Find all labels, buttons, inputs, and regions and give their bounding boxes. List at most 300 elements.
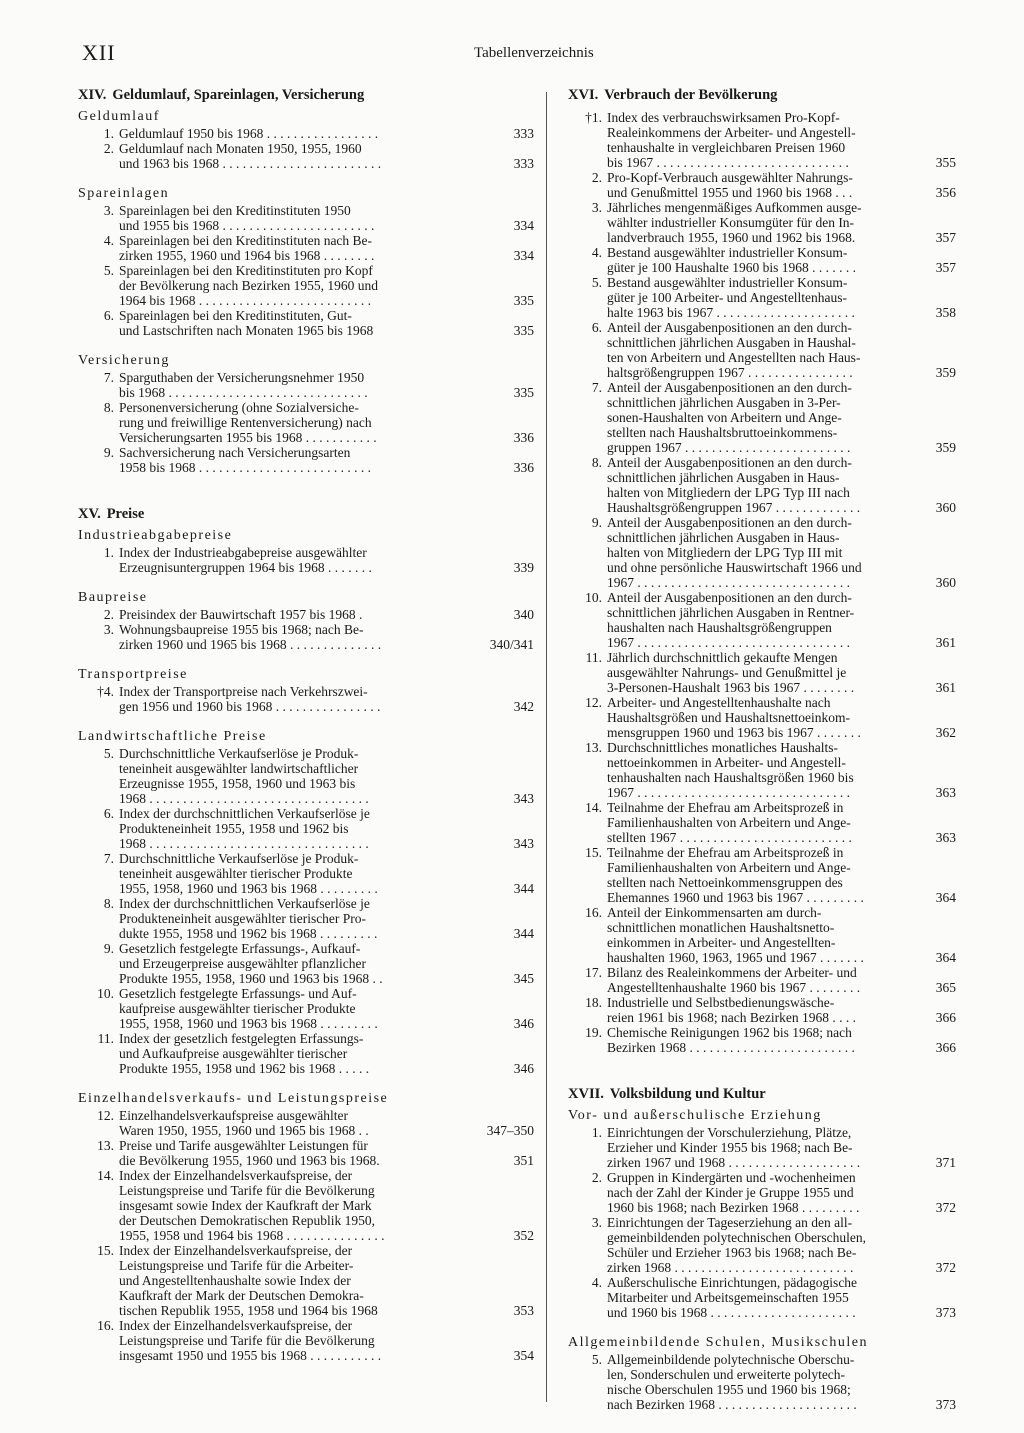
toc-entry: [568, 1025, 956, 1055]
entry-line: schnittlichen jährlichen Ausgaben in Haushal-: [607, 335, 856, 350]
entry-line: Preise und Tarife ausgewählter Leistungen für: [119, 1138, 368, 1153]
entry-line: 1967 . . . . . . . . . . . . . . . . . . . . . . . . . . . . . . . .: [607, 785, 850, 800]
page-ref: 346: [513, 1061, 534, 1076]
entry-title: [607, 380, 912, 455]
entry-title: [119, 545, 474, 575]
entry-line: Ehemannes 1960 und 1963 bis 1967 . . . . . . . . .: [607, 890, 864, 905]
entry-line: stellten 1967 . . . . . . . . . . . . . . . . . . . . . . . . . .: [607, 830, 852, 845]
page-ref: 353: [513, 1303, 534, 1318]
entry-line: stellten nach Haushaltsbruttoeinkommens-: [607, 425, 838, 440]
entry-line: und Genußmittel 1955 und 1960 bis 1968 . . .: [607, 185, 853, 200]
entry-line: Anteil der Ausgabenpositionen an den durch-: [607, 380, 852, 395]
page-ref: 356: [935, 185, 956, 200]
entry-line: 1955, 1958, 1960 und 1963 bis 1968 . . . . . . . . .: [119, 1016, 378, 1031]
entry-line: Jährlich durchschnittlich gekaufte Mengen: [607, 650, 838, 665]
page-ref: 358: [935, 305, 956, 320]
entry-line: zirken 1955, 1960 und 1964 bis 1968 . . . . . . . .: [119, 248, 375, 263]
toc-entry: [568, 170, 956, 200]
entry-line: tenhaushalten nach Haushaltsgrößen 1960 bis: [607, 770, 854, 785]
entry-line: Einrichtungen der Tageserziehung an den all-: [607, 1215, 853, 1230]
subsection-title: Versicherung: [78, 353, 170, 368]
entry-line: haushalten nach Haushaltsgrößengruppen: [607, 620, 832, 635]
entry-line: 1967 . . . . . . . . . . . . . . . . . . . . . . . . . . . . . . . .: [607, 575, 850, 590]
toc-entry: [568, 995, 956, 1025]
section-number: XVI.: [568, 87, 599, 103]
entry-line: Einrichtungen der Vorschulerziehung, Plätze,: [607, 1125, 852, 1140]
toc-entry: [78, 203, 534, 233]
entry-title: [607, 740, 912, 800]
entry-line: Erzeugnisuntergruppen 1964 bis 1968 . . . . . . .: [119, 560, 372, 575]
section-title-text: Geldumlauf, Spareinlagen, Versicherung: [112, 87, 365, 103]
entry-title: [119, 1138, 474, 1168]
entry-line: Haushaltsgrößengruppen 1967 . . . . . . . . . . . . .: [607, 500, 861, 515]
toc-entry: [568, 275, 956, 320]
subsection-title: Landwirtschaftliche Preise: [78, 729, 267, 744]
entry-number: 3.: [103, 203, 114, 218]
toc-entry: [78, 141, 534, 171]
entry-line: Schüler und Erzieher 1963 bis 1968; nach Be-: [607, 1245, 857, 1260]
entry-title: [607, 995, 912, 1025]
toc-entry: [568, 110, 956, 170]
page-ref: 336: [513, 430, 534, 445]
subsection-title: Industrieabgabepreise: [78, 528, 233, 543]
toc-entry: [78, 622, 534, 652]
entry-title: [607, 110, 912, 170]
page-ref: 373: [935, 1305, 956, 1320]
entry-line: Anteil der Ausgabenpositionen an den durch-: [607, 590, 852, 605]
section-title-text: Preise: [106, 506, 145, 522]
entry-number: 4.: [591, 1275, 602, 1290]
entry-line: teneinheit ausgewählter landwirtschaftlicher: [119, 761, 359, 776]
entry-line: Produkte 1955, 1958, 1960 und 1963 bis 1968 . .: [119, 971, 383, 986]
page-ref: 359: [935, 365, 956, 380]
page-ref: 352: [513, 1228, 534, 1243]
page-ref: 343: [513, 791, 534, 806]
subsection-title: Vor- und außerschulische Erziehung: [568, 1108, 822, 1123]
entry-number: 15.: [585, 845, 602, 860]
entry-line: Sparguthaben der Versicherungsnehmer 1950: [119, 370, 365, 385]
entry-title: [119, 126, 474, 141]
entry-line: Versicherungsarten 1955 bis 1968 . . . . . . . . . . .: [119, 430, 377, 445]
entry-number: 5.: [103, 746, 114, 761]
toc-entry: [78, 263, 534, 308]
page-ref: 371: [935, 1155, 956, 1170]
section-title: [568, 86, 956, 104]
entry-line: Leistungspreise und Tarife für die Arbeiter-: [119, 1258, 354, 1273]
page-ref: 339: [513, 560, 534, 575]
entry-line: Familienhaushalten von Arbeitern und Ange-: [607, 860, 851, 875]
entry-title: [119, 746, 474, 806]
running-title: Tabellenverzeichnis: [474, 45, 594, 61]
entry-title: [607, 1125, 912, 1170]
entry-line: nische Oberschulen 1955 und 1960 bis 1968;: [607, 1382, 851, 1397]
entry-number: 9.: [103, 941, 114, 956]
entry-line: Realeinkommens der Arbeiter- und Angestell-: [607, 125, 856, 140]
page-ref: 333: [513, 126, 534, 141]
column-divider: [546, 92, 547, 1402]
entry-line: Allgemeinbildende polytechnische Oberschu-: [607, 1352, 855, 1367]
entry-line: len, Sonderschulen und erweiterte polytech-: [607, 1367, 846, 1382]
page-ref: 360: [935, 500, 956, 515]
entry-line: reien 1961 bis 1968; nach Bezirken 1968 . . . .: [607, 1010, 856, 1025]
entry-number: 6.: [103, 308, 114, 323]
entry-title: [607, 1025, 912, 1055]
toc-entry: [568, 1275, 956, 1320]
section-spacer: [78, 475, 534, 505]
page-ref: 361: [935, 635, 956, 650]
entry-line: Personenversicherung (ohne Sozialversiche-: [119, 400, 359, 415]
entry-line: Chemische Reinigungen 1962 bis 1968; nach: [607, 1025, 852, 1040]
entry-line: mensgruppen 1960 und 1963 bis 1967 . . . . . . .: [607, 725, 861, 740]
entry-line: Produkteneinheit ausgewählter tierischer Pro-: [119, 911, 367, 926]
entry-title: [119, 1318, 474, 1363]
entry-line: tenhaushalte in vergleichbaren Preisen 1960: [607, 140, 846, 155]
toc-entry: [78, 370, 534, 400]
page-ref: 336: [513, 460, 534, 475]
entry-title: [607, 455, 912, 515]
toc-entry: [568, 845, 956, 905]
entry-line: bis 1968 . . . . . . . . . . . . . . . . . . . . . . . . . . . . . .: [119, 385, 368, 400]
entry-number: 3.: [591, 200, 602, 215]
entry-title: [607, 170, 912, 200]
page-ref: 335: [513, 323, 534, 338]
entry-line: Spareinlagen bei den Kreditinstituten pro Kopf: [119, 263, 373, 278]
entry-line: Preisindex der Bauwirtschaft 1957 bis 1968 .: [119, 607, 363, 622]
entry-line: Bestand ausgewählter industrieller Konsum-: [607, 245, 848, 260]
entry-line: gen 1956 und 1960 bis 1968 . . . . . . . . . . . . . . . .: [119, 699, 381, 714]
entry-line: kaufpreise ausgewählter tierischer Produkte: [119, 1001, 356, 1016]
toc-entry: [568, 800, 956, 845]
entry-line: Index der Transportpreise nach Verkehrszwei-: [119, 684, 368, 699]
entry-title: [119, 370, 474, 400]
entry-line: zirken 1967 und 1968 . . . . . . . . . . . . . . . . . . . .: [607, 1155, 861, 1170]
toc-entry: [78, 126, 534, 141]
entry-line: halten von Mitgliedern der LPG Typ III nach: [607, 485, 850, 500]
section-number: XV.: [78, 506, 101, 522]
page-ref: 354: [513, 1348, 534, 1363]
entry-line: Sachversicherung nach Versicherungsarten: [119, 445, 351, 460]
entry-line: Bestand ausgewählter industrieller Konsum-: [607, 275, 848, 290]
entry-line: Spareinlagen bei den Kreditinstituten, Gut-: [119, 308, 352, 323]
entry-line: haltsgrößengruppen 1967 . . . . . . . . . . . . . . . .: [607, 365, 853, 380]
section-title: [78, 505, 534, 523]
toc-entry: [78, 607, 534, 622]
entry-number: 18.: [585, 995, 602, 1010]
toc-entry: [78, 746, 534, 806]
toc-entry: [78, 233, 534, 263]
entry-line: wählter industrieller Konsumgüter für den In-: [607, 215, 855, 230]
entry-title: [607, 650, 912, 695]
entry-line: zirken 1960 und 1965 bis 1968 . . . . . . . . . . . . . .: [119, 637, 382, 652]
entry-line: stellten nach Nettoeinkommensgruppen des: [607, 875, 843, 890]
entry-line: Leistungspreise und Tarife für die Bevölkerung: [119, 1333, 375, 1348]
entry-number: 6.: [103, 806, 114, 821]
toc-entry: [78, 1108, 534, 1138]
entry-line: und Lastschriften nach Monaten 1965 bis 1968: [119, 323, 374, 338]
page-ref: 364: [935, 950, 956, 965]
entry-title: [119, 308, 474, 338]
entry-line: insgesamt sowie Index der Kaufkraft der Mark: [119, 1198, 372, 1213]
section-title-text: Verbrauch der Bevölkerung: [604, 87, 778, 103]
entry-line: Waren 1950, 1955, 1960 und 1965 bis 1968 . .: [119, 1123, 369, 1138]
page-ref: 372: [935, 1200, 956, 1215]
entry-line: einkommen in Arbeiter- und Angestellten-: [607, 935, 836, 950]
subsection-title: Einzelhandelsverkaufs- und Leistungspreise: [78, 1091, 389, 1106]
entry-line: landverbrauch 1955, 1960 und 1962 bis 1968.: [607, 230, 856, 245]
entry-line: haushalten 1960, 1963, 1965 und 1967 . . . . . . .: [607, 950, 864, 965]
entry-line: der Deutschen Demokratischen Republik 1950,: [119, 1213, 376, 1228]
toc-entry: [78, 1138, 534, 1168]
entry-title: [607, 845, 912, 905]
entry-title: [607, 590, 912, 650]
entry-line: Angestelltenhaushalte 1960 bis 1967 . . . . . . . .: [607, 980, 861, 995]
page-ref: 364: [935, 890, 956, 905]
entry-number: 5.: [591, 1352, 602, 1367]
entry-line: Index der Einzelhandelsverkaufspreise, der: [119, 1318, 353, 1333]
entry-number: †4.: [97, 684, 114, 699]
toc-entry: [78, 545, 534, 575]
entry-number: 10.: [97, 986, 114, 1001]
entry-line: Industrielle und Selbstbedienungswäsche-: [607, 995, 835, 1010]
entry-number: 7.: [591, 380, 602, 395]
page-ref: 342: [513, 699, 534, 714]
entry-line: 1955, 1958, 1960 und 1963 bis 1968 . . . . . . . . .: [119, 881, 378, 896]
toc-entry: [78, 684, 534, 714]
toc-entry: [78, 1168, 534, 1243]
toc-entry: [568, 320, 956, 380]
entry-line: Index der durchschnittlichen Verkaufserlöse je: [119, 806, 370, 821]
page-ref: 365: [935, 980, 956, 995]
entry-number: 2.: [591, 1170, 602, 1185]
entry-line: Index der gesetzlich festgelegten Erfassungs-: [119, 1031, 364, 1046]
entry-number: 10.: [585, 590, 602, 605]
toc-entry: [78, 1318, 534, 1363]
entry-title: [607, 245, 912, 275]
entry-number: 2.: [591, 170, 602, 185]
entry-line: Index der Einzelhandelsverkaufspreise, der: [119, 1243, 353, 1258]
entry-line: ausgewählter Nahrungs- und Genußmittel je: [607, 665, 847, 680]
toc-entry: [568, 455, 956, 515]
entry-title: [119, 806, 474, 851]
toc-entry: [78, 1243, 534, 1318]
entry-number: 4.: [591, 245, 602, 260]
page-ref: 340: [513, 607, 534, 622]
toc-entry: [78, 986, 534, 1031]
entry-line: tischen Republik 1955, 1958 und 1964 bis 1968: [119, 1303, 378, 1318]
page-ref: 334: [513, 218, 534, 233]
toc-entry: [568, 1125, 956, 1170]
subsection-title: Transportpreise: [78, 667, 188, 682]
entry-line: Spareinlagen bei den Kreditinstituten 1950: [119, 203, 351, 218]
entry-number: 15.: [97, 1243, 114, 1258]
entry-number: 17.: [585, 965, 602, 980]
entry-line: 1964 bis 1968 . . . . . . . . . . . . . . . . . . . . . . . . . .: [119, 293, 372, 308]
entry-number: 11.: [585, 650, 602, 665]
entry-number: 16.: [97, 1318, 114, 1333]
entry-line: 1960 bis 1968; nach Bezirken 1968 . . . . . . . . .: [607, 1200, 860, 1215]
page-ref: 372: [935, 1260, 956, 1275]
entry-line: schnittlichen jährlichen Ausgaben in 3-Per-: [607, 395, 841, 410]
toc-entry: [78, 308, 534, 338]
entry-line: schnittlichen jährlichen Ausgaben in Rentner-: [607, 605, 855, 620]
toc-entry: [78, 445, 534, 475]
entry-line: Teilnahme der Ehefrau am Arbeitsprozeß in: [607, 845, 844, 860]
entry-line: Erzeugnisse 1955, 1958, 1960 und 1963 bis: [119, 776, 356, 791]
entry-line: Anteil der Ausgabenpositionen an den durch-: [607, 320, 852, 335]
entry-line: der Bevölkerung nach Bezirken 1955, 1960 und: [119, 278, 379, 293]
toc-entry: [568, 590, 956, 650]
toc-entry: [568, 965, 956, 995]
entry-line: Bezirken 1968 . . . . . . . . . . . . . . . . . . . . . . . . .: [607, 1040, 855, 1055]
entry-line: Geldumlauf nach Monaten 1950, 1955, 1960: [119, 141, 362, 156]
entry-title: [119, 141, 474, 171]
toc-entry: [568, 905, 956, 965]
entry-number: 9.: [591, 515, 602, 530]
entry-line: Index der Einzelhandelsverkaufspreise, der: [119, 1168, 353, 1183]
entry-line: Anteil der Ausgabenpositionen an den durch-: [607, 455, 852, 470]
entry-line: 3-Personen-Haushalt 1963 bis 1967 . . . . . . . .: [607, 680, 855, 695]
entry-number: 1.: [103, 545, 114, 560]
entry-line: Familienhaushalten von Arbeitern und Ange-: [607, 815, 851, 830]
entry-line: halten von Mitgliedern der LPG Typ III mit: [607, 545, 843, 560]
entry-title: [607, 1170, 912, 1215]
page-ref: 333: [513, 156, 534, 171]
entry-line: 1968 . . . . . . . . . . . . . . . . . . . . . . . . . . . . . . . . .: [119, 836, 369, 851]
entry-number: 2.: [103, 607, 114, 622]
entry-title: [119, 400, 474, 445]
page-ref: 361: [935, 680, 956, 695]
page-ref: 355: [935, 155, 956, 170]
entry-title: [607, 200, 912, 245]
entry-title: [119, 986, 474, 1031]
page-ref: 351: [513, 1153, 534, 1168]
entry-title: [119, 263, 474, 308]
page-ref: 363: [935, 785, 956, 800]
entry-line: halte 1963 bis 1967 . . . . . . . . . . . . . . . . . . . . .: [607, 305, 855, 320]
entry-number: 7.: [103, 370, 114, 385]
entry-title: [119, 941, 474, 986]
entry-line: güter je 100 Haushalte 1960 bis 1968 . . . . . . .: [607, 260, 856, 275]
entry-title: [607, 905, 912, 965]
entry-line: Gesetzlich festgelegte Erfassungs- und Auf-: [119, 986, 357, 1001]
entry-title: [607, 1352, 912, 1412]
page-ref: 360: [935, 575, 956, 590]
entry-line: und 1960 bis 1968 . . . . . . . . . . . . . . . . . . . . . .: [607, 1305, 856, 1320]
entry-line: insgesamt 1950 und 1955 bis 1968 . . . . . . . . . . .: [119, 1348, 382, 1363]
page-ref: 344: [513, 926, 534, 941]
entry-line: nach der Zahl der Kinder je Gruppe 1955 und: [607, 1185, 854, 1200]
entry-line: nach Bezirken 1968 . . . . . . . . . . . . . . . . . . . . .: [607, 1397, 857, 1412]
entry-line: Index des verbrauchswirksamen Pro-Kopf-: [607, 110, 840, 125]
entry-line: sonen-Haushalten von Arbeitern und Ange-: [607, 410, 842, 425]
entry-line: Geldumlauf 1950 bis 1968 . . . . . . . . . . . . . . . . .: [119, 126, 379, 141]
entry-number: 6.: [591, 320, 602, 335]
entry-title: [607, 275, 912, 320]
entry-title: [607, 1275, 912, 1320]
toc-entry: [78, 400, 534, 445]
entry-line: Bilanz des Realeinkommens der Arbeiter- und: [607, 965, 857, 980]
entry-line: Index der Industrieabgabepreise ausgewählter: [119, 545, 367, 560]
entry-line: und ohne persönliche Hauswirtschaft 1966 und: [607, 560, 862, 575]
toc-entry: [568, 1352, 956, 1412]
entry-title: [607, 515, 912, 590]
page-number: XII: [82, 40, 116, 65]
entry-line: Einzelhandelsverkaufspreise ausgewählter: [119, 1108, 349, 1123]
entry-line: gruppen 1967 . . . . . . . . . . . . . . . . . . . . . . . . .: [607, 440, 851, 455]
page-ref: 334: [513, 248, 534, 263]
entry-line: 1967 . . . . . . . . . . . . . . . . . . . . . . . . . . . . . . . .: [607, 635, 850, 650]
entry-line: bis 1967 . . . . . . . . . . . . . . . . . . . . . . . . . . . . .: [607, 155, 849, 170]
entry-number: 12.: [97, 1108, 114, 1123]
entry-line: und Erzeugerpreise ausgewählter pflanzlicher: [119, 956, 367, 971]
entry-number: †1.: [585, 110, 602, 125]
entry-title: [607, 965, 912, 995]
entry-title: [119, 1243, 474, 1318]
entry-line: dukte 1955, 1958 und 1962 bis 1968 . . . . . . . . .: [119, 926, 378, 941]
page-ref: 366: [935, 1040, 956, 1055]
entry-number: 7.: [103, 851, 114, 866]
entry-title: [119, 851, 474, 896]
entry-line: Erzieher und Kinder 1955 bis 1968; nach Be-: [607, 1140, 853, 1155]
entry-line: Haushaltsgrößen und Haushaltsnettoeinkom-: [607, 710, 850, 725]
section-title-text: Volksbildung und Kultur: [609, 1086, 766, 1102]
entry-line: Leistungspreise und Tarife für die Bevölkerung: [119, 1183, 375, 1198]
page-ref: 373: [935, 1397, 956, 1412]
entry-number: 13.: [585, 740, 602, 755]
entry-title: [607, 320, 912, 380]
entry-line: Gruppen in Kindergärten und -wochenheimen: [607, 1170, 856, 1185]
entry-line: und 1963 bis 1968 . . . . . . . . . . . . . . . . . . . . . . . .: [119, 156, 382, 171]
entry-line: schnittlichen monatlichen Haushaltsnetto-: [607, 920, 835, 935]
entry-number: 14.: [585, 800, 602, 815]
entry-number: 3.: [591, 1215, 602, 1230]
entry-number: 3.: [103, 622, 114, 637]
entry-number: 4.: [103, 233, 114, 248]
section-title: [568, 1085, 956, 1103]
entry-line: die Bevölkerung 1955, 1960 und 1963 bis 1968.: [119, 1153, 380, 1168]
entry-title: [119, 233, 474, 263]
page-ref: 345: [513, 971, 534, 986]
toc-entry: [78, 851, 534, 896]
section-title: [78, 86, 534, 104]
right-column: [568, 86, 956, 1412]
entry-line: Index der durchschnittlichen Verkaufserlöse je: [119, 896, 370, 911]
section-number: XIV.: [78, 87, 107, 103]
entry-line: Durchschnittliche Verkaufserlöse je Produk-: [119, 746, 359, 761]
subsection-title: Geldumlauf: [78, 109, 160, 124]
toc-entry: [568, 695, 956, 740]
entry-line: ten von Arbeitern und Angestellten nach Haus-: [607, 350, 861, 365]
entry-number: 1.: [103, 126, 114, 141]
entry-number: 14.: [97, 1168, 114, 1183]
entry-number: 8.: [591, 455, 602, 470]
page-ref: 366: [935, 1010, 956, 1025]
toc-entry: [568, 245, 956, 275]
entry-line: Produkteneinheit 1955, 1958 und 1962 bis: [119, 821, 349, 836]
entry-line: und 1955 bis 1968 . . . . . . . . . . . . . . . . . . . . . . .: [119, 218, 375, 233]
entry-number: 19.: [585, 1025, 602, 1040]
entry-line: Teilnahme der Ehefrau am Arbeitsprozeß in: [607, 800, 844, 815]
page-ref: 363: [935, 830, 956, 845]
page-ref: 362: [935, 725, 956, 740]
page-ref: 343: [513, 836, 534, 851]
left-column: [78, 86, 534, 1363]
entry-line: teneinheit ausgewählter tierischer Produkte: [119, 866, 353, 881]
entry-line: Pro-Kopf-Verbrauch ausgewählter Nahrungs-: [607, 170, 853, 185]
page-ref: 346: [513, 1016, 534, 1031]
entry-line: güter je 100 Arbeiter- und Angestelltenhaus-: [607, 290, 848, 305]
entry-title: [119, 1168, 474, 1243]
